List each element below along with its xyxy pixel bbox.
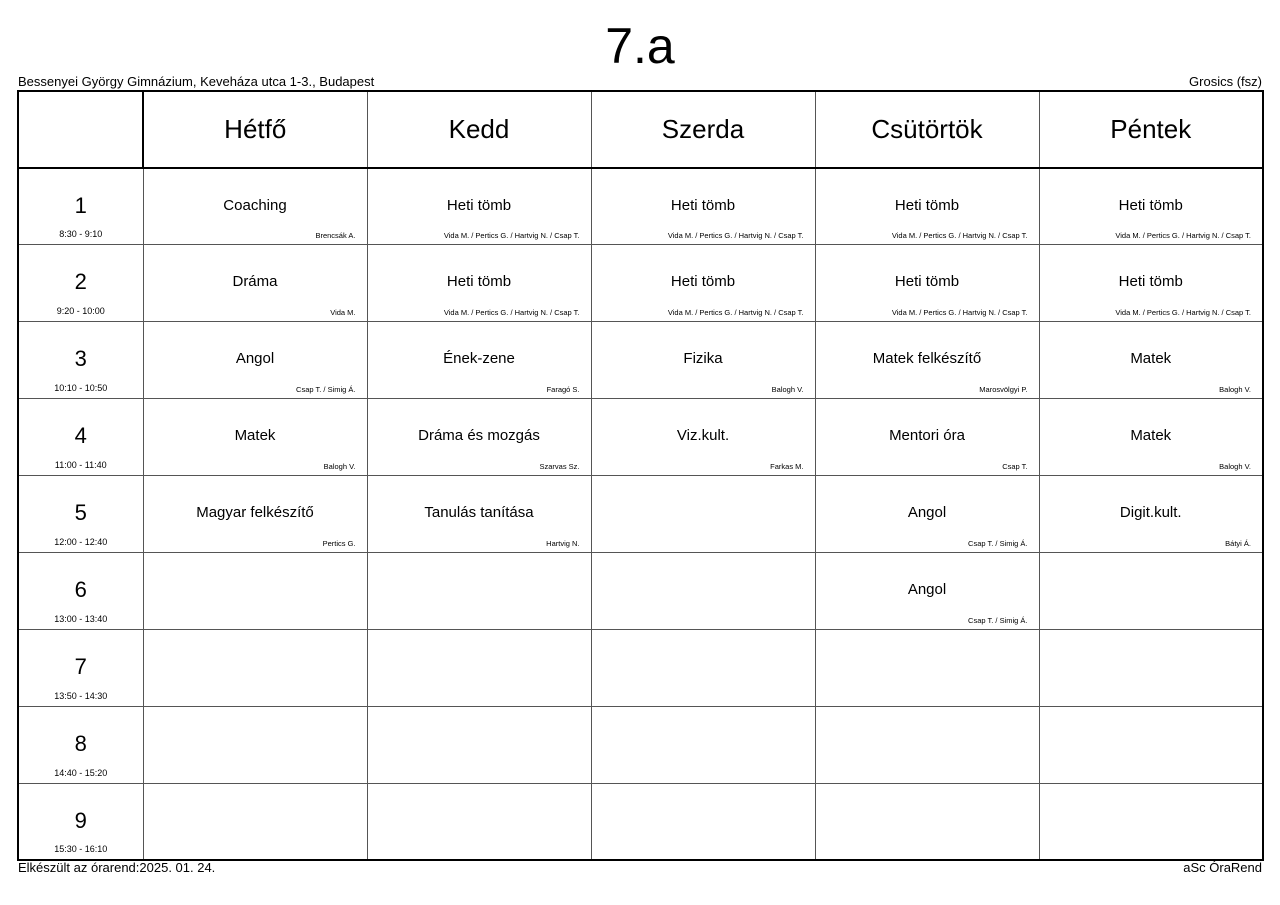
lesson-cell bbox=[1039, 476, 1263, 553]
lesson-cell bbox=[367, 783, 591, 860]
lesson-cell bbox=[143, 476, 367, 553]
period-cell bbox=[18, 322, 143, 399]
lesson-cell bbox=[143, 629, 367, 706]
lesson-teacher: Vida M. / Pertics G. / Hartvig N. / Csap T. bbox=[443, 308, 580, 318]
lesson-subject: Matek bbox=[1130, 350, 1172, 368]
lesson-teacher: Vida M. / Pertics G. / Hartvig N. / Csap T. bbox=[443, 231, 580, 241]
lesson-teacher: Csap T. / Simig Á. bbox=[968, 615, 1028, 625]
lesson-subject: Dráma bbox=[232, 273, 278, 291]
lesson-subject: Heti tömb bbox=[1118, 273, 1183, 291]
room-location: Grosics (fsz) bbox=[1189, 74, 1262, 89]
lesson-cell bbox=[367, 322, 591, 399]
period-time: 11:00 - 11:40 bbox=[54, 460, 107, 471]
lesson-cell bbox=[367, 552, 591, 629]
period-number: 2 bbox=[74, 269, 87, 295]
lesson-cell bbox=[815, 168, 1039, 245]
timetable-body bbox=[18, 168, 1263, 860]
lesson-subject: Heti tömb bbox=[894, 197, 960, 214]
software-name: aSc ÓraRend bbox=[1183, 860, 1262, 875]
lesson-teacher: Vida M. bbox=[330, 308, 356, 318]
period-cell bbox=[18, 245, 143, 322]
lesson-teacher: Vida M. / Pertics G. / Hartvig N. / Csap T. bbox=[891, 231, 1028, 241]
lesson-subject: Heti tömb bbox=[446, 197, 512, 214]
lesson-cell bbox=[143, 552, 367, 629]
lesson-subject: Matek bbox=[234, 427, 276, 445]
period-time: 9:20 - 10:00 bbox=[56, 306, 105, 317]
period-time: 13:50 - 14:30 bbox=[54, 690, 108, 701]
period-time: 14:40 - 15:20 bbox=[54, 767, 108, 778]
lesson-cell bbox=[367, 399, 591, 476]
lesson-teacher: Marosvölgyi P. bbox=[979, 385, 1028, 395]
lesson-cell bbox=[1039, 168, 1263, 245]
lesson-cell bbox=[815, 552, 1039, 629]
period-number: 7 bbox=[74, 653, 87, 679]
lesson-teacher: Farkas M. bbox=[770, 462, 804, 472]
lesson-cell bbox=[1039, 399, 1263, 476]
lesson-teacher: Csap T. bbox=[1002, 462, 1028, 472]
lesson-subject: Angol bbox=[907, 504, 947, 522]
period-time: 12:00 - 12:40 bbox=[54, 536, 108, 547]
lesson-cell bbox=[143, 322, 367, 399]
day-header-wednesday: Szerda bbox=[591, 91, 815, 168]
lesson-cell bbox=[143, 245, 367, 322]
period-time: 10:10 - 10:50 bbox=[54, 383, 108, 394]
lesson-teacher: Csap T. / Simig Á. bbox=[968, 538, 1028, 548]
lesson-teacher: Brencsák A. bbox=[315, 231, 356, 241]
period-cell bbox=[18, 629, 143, 706]
lesson-teacher: Balogh V. bbox=[771, 385, 804, 395]
lesson-cell bbox=[815, 399, 1039, 476]
period-cell bbox=[18, 476, 143, 553]
lesson-subject: Coaching bbox=[223, 197, 287, 214]
day-header-friday: Péntek bbox=[1039, 91, 1263, 168]
lesson-cell bbox=[815, 783, 1039, 860]
period-time: 13:00 - 13:40 bbox=[54, 613, 108, 624]
lesson-cell bbox=[367, 476, 591, 553]
lesson-subject: Dráma és mozgás bbox=[418, 427, 540, 445]
lesson-subject: Mentori óra bbox=[889, 427, 965, 445]
period-cell bbox=[18, 783, 143, 860]
period-row bbox=[18, 245, 1263, 322]
lesson-cell bbox=[815, 322, 1039, 399]
period-number: 8 bbox=[74, 730, 87, 756]
lesson-subject: Ének-zene bbox=[443, 350, 515, 368]
lesson-cell bbox=[591, 629, 815, 706]
lesson-subject: Magyar felkészítő bbox=[196, 504, 314, 522]
school-name: Bessenyei György Gimnázium, Keveháza utca 1-3., Budapest bbox=[18, 74, 375, 89]
period-row bbox=[18, 168, 1263, 245]
lesson-teacher: Balogh V. bbox=[1219, 462, 1251, 472]
lesson-subject: Matek bbox=[1130, 427, 1172, 445]
lesson-teacher: Pertics G. bbox=[322, 538, 356, 548]
period-number: 3 bbox=[74, 346, 87, 372]
lesson-cell bbox=[591, 322, 815, 399]
lesson-teacher: Vida M. / Pertics G. / Hartvig N. / Csap T. bbox=[667, 308, 804, 318]
lesson-cell bbox=[143, 168, 367, 245]
day-header-monday: Hétfő bbox=[143, 91, 367, 168]
lesson-cell bbox=[367, 706, 591, 783]
lesson-teacher: Vida M. / Pertics G. / Hartvig N. / Csap T. bbox=[1115, 231, 1251, 241]
lesson-subject: Matek felkészítő bbox=[872, 350, 982, 368]
lesson-cell bbox=[1039, 783, 1263, 860]
lesson-subject: Heti tömb bbox=[446, 273, 512, 291]
lesson-cell bbox=[367, 629, 591, 706]
period-time: 8:30 - 9:10 bbox=[59, 229, 103, 240]
lesson-teacher: Faragó S. bbox=[546, 385, 580, 395]
lesson-cell bbox=[591, 168, 815, 245]
period-row bbox=[18, 629, 1263, 706]
period-cell bbox=[18, 706, 143, 783]
generated-date: Elkészült az órarend:2025. 01. 24. bbox=[18, 860, 216, 875]
lesson-teacher: Balogh V. bbox=[1219, 385, 1251, 395]
lesson-cell bbox=[1039, 706, 1263, 783]
period-number: 9 bbox=[74, 807, 87, 833]
lesson-teacher: Csap T. / Simig Á. bbox=[296, 385, 356, 395]
lesson-cell bbox=[815, 706, 1039, 783]
period-number: 1 bbox=[74, 193, 87, 218]
lesson-subject: Angol bbox=[235, 350, 275, 368]
lesson-cell bbox=[143, 783, 367, 860]
timetable bbox=[17, 90, 1264, 861]
lesson-cell bbox=[1039, 629, 1263, 706]
period-row bbox=[18, 552, 1263, 629]
period-number: 6 bbox=[74, 576, 87, 602]
lesson-cell bbox=[367, 168, 591, 245]
lesson-teacher: Bátyi Á. bbox=[1225, 538, 1251, 548]
period-number: 5 bbox=[74, 500, 87, 526]
lesson-cell bbox=[591, 783, 815, 860]
lesson-cell bbox=[815, 629, 1039, 706]
lesson-cell bbox=[591, 399, 815, 476]
lesson-cell bbox=[143, 706, 367, 783]
lesson-teacher: Balogh V. bbox=[323, 462, 356, 472]
day-header-row bbox=[18, 91, 1263, 168]
period-cell bbox=[18, 552, 143, 629]
lesson-subject: Heti tömb bbox=[1118, 197, 1183, 214]
period-cell bbox=[18, 399, 143, 476]
lesson-subject: Digit.kult. bbox=[1119, 504, 1182, 522]
lesson-subject: Heti tömb bbox=[670, 273, 736, 291]
day-header-tuesday: Kedd bbox=[367, 91, 591, 168]
lesson-cell bbox=[367, 245, 591, 322]
period-row bbox=[18, 706, 1263, 783]
lesson-cell bbox=[815, 476, 1039, 553]
lesson-teacher: Vida M. / Pertics G. / Hartvig N. / Csap T. bbox=[667, 231, 804, 241]
lesson-subject: Viz.kult. bbox=[676, 427, 730, 445]
lesson-cell bbox=[591, 245, 815, 322]
corner-cell bbox=[18, 91, 143, 168]
lesson-subject: Fizika bbox=[683, 350, 723, 368]
period-row bbox=[18, 476, 1263, 553]
lesson-subject: Tanulás tanítása bbox=[424, 504, 534, 522]
period-time: 15:30 - 16:10 bbox=[54, 844, 108, 855]
lesson-cell bbox=[591, 552, 815, 629]
period-cell bbox=[18, 168, 143, 245]
lesson-teacher: Vida M. / Pertics G. / Hartvig N. / Csap T. bbox=[1115, 308, 1251, 318]
lesson-cell bbox=[1039, 552, 1263, 629]
lesson-subject: Heti tömb bbox=[670, 197, 736, 214]
period-row bbox=[18, 322, 1263, 399]
period-row bbox=[18, 783, 1263, 860]
page-title: 7.a bbox=[605, 18, 675, 74]
lesson-teacher: Hartvig N. bbox=[546, 538, 580, 548]
lesson-subject: Heti tömb bbox=[894, 273, 960, 291]
period-row bbox=[18, 399, 1263, 476]
lesson-teacher: Vida M. / Pertics G. / Hartvig N. / Csap T. bbox=[891, 308, 1028, 318]
period-number: 4 bbox=[74, 423, 87, 449]
lesson-cell bbox=[815, 245, 1039, 322]
lesson-teacher: Szarvas Sz. bbox=[539, 462, 580, 472]
lesson-cell bbox=[591, 706, 815, 783]
lesson-subject: Angol bbox=[907, 580, 947, 598]
lesson-cell bbox=[143, 399, 367, 476]
lesson-cell bbox=[1039, 322, 1263, 399]
day-header-thursday: Csütörtök bbox=[815, 91, 1039, 168]
lesson-cell bbox=[1039, 245, 1263, 322]
lesson-cell bbox=[591, 476, 815, 553]
